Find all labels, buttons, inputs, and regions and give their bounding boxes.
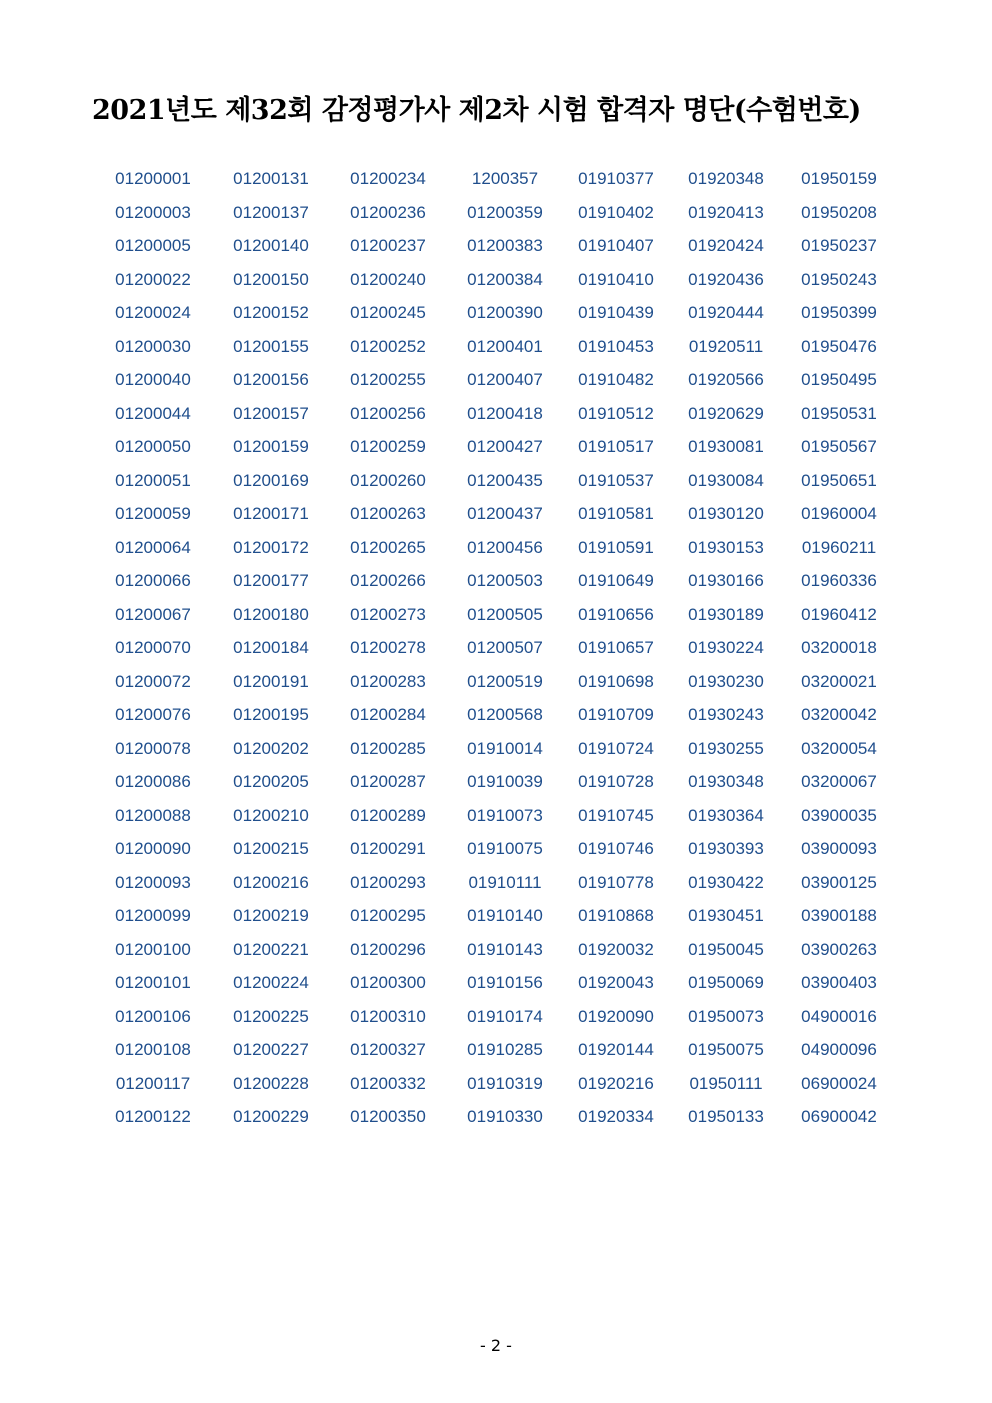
candidate-number: 01960412 (801, 604, 877, 624)
candidate-number: 01910698 (578, 671, 654, 691)
candidate-number: 01910868 (578, 906, 654, 925)
candidate-number: 01200030 (115, 336, 191, 356)
candidate-number: 01200310 (350, 1006, 426, 1026)
candidate-number: 01950243 (801, 269, 877, 289)
candidate-number: 01200216 (233, 872, 309, 892)
candidate-number: 03900263 (801, 939, 877, 959)
table-row (0, 430, 992, 464)
table-row (0, 363, 992, 397)
candidate-number: 01910657 (578, 638, 654, 657)
candidate-number: 01950567 (801, 437, 877, 456)
candidate-number: 01960336 (801, 571, 877, 590)
candidate-number: 01910156 (467, 973, 543, 992)
candidate-number: 01930393 (688, 839, 764, 858)
candidate-number: 03200018 (801, 638, 877, 657)
candidate-number: 01910402 (578, 202, 654, 222)
table-row (0, 966, 992, 1000)
candidate-number: 01200568 (467, 705, 543, 724)
candidate-number: 04900096 (801, 1040, 877, 1059)
candidate-number: 01930230 (688, 671, 764, 691)
candidate-number: 01200152 (233, 303, 309, 322)
candidate-number: 01910724 (578, 738, 654, 758)
candidate-number: 01950208 (801, 202, 877, 222)
candidate-number: 01920424 (688, 236, 764, 255)
candidate-number: 01910656 (578, 604, 654, 624)
candidate-number: 01200287 (350, 772, 426, 791)
candidate-number: 01200177 (233, 571, 309, 590)
table-row (0, 1100, 992, 1134)
candidate-number: 01200224 (233, 973, 309, 992)
candidate-number: 01200205 (233, 772, 309, 791)
candidate-number: 01200284 (350, 705, 426, 724)
candidate-number: 01200210 (233, 805, 309, 825)
candidate-number: 01200099 (115, 906, 191, 925)
candidate-number: 01200157 (233, 403, 309, 423)
candidate-number: 01200051 (115, 470, 191, 490)
table-row (0, 564, 992, 598)
candidate-number: 01910512 (578, 403, 654, 423)
candidate-number: 01930084 (688, 470, 764, 490)
candidate-number: 01910453 (578, 336, 654, 356)
candidate-number: 06900042 (801, 1107, 877, 1126)
candidate-number: 01920043 (578, 973, 654, 992)
candidate-number: 03200021 (801, 671, 877, 691)
candidate-number: 01200001 (115, 169, 191, 188)
candidate-number: 01200390 (467, 303, 543, 322)
candidate-number: 01910517 (578, 437, 654, 456)
candidate-number: 01910143 (467, 939, 543, 959)
candidate-number: 01910649 (578, 571, 654, 590)
candidate-number: 01200101 (115, 973, 191, 992)
candidate-number: 01910407 (578, 236, 654, 255)
candidate-number: 01200263 (350, 504, 426, 523)
candidate-number: 01200273 (350, 604, 426, 624)
candidate-number: 01930189 (688, 604, 764, 624)
candidate-number: 01200072 (115, 671, 191, 691)
candidate-number: 01920413 (688, 202, 764, 222)
candidate-number: 01200285 (350, 738, 426, 758)
candidate-number: 01920144 (578, 1040, 654, 1059)
candidate-number: 01910778 (578, 872, 654, 892)
candidate-number: 01200229 (233, 1107, 309, 1126)
candidate-number: 01920334 (578, 1107, 654, 1126)
candidate-number: 01950159 (801, 169, 877, 188)
table-row (0, 397, 992, 431)
candidate-number: 01200066 (115, 571, 191, 590)
candidate-number: 01910140 (467, 906, 543, 925)
candidate-number: 01950133 (688, 1107, 764, 1126)
candidate-number: 01200384 (467, 269, 543, 289)
table-row (0, 765, 992, 799)
candidate-number: 01200219 (233, 906, 309, 925)
candidate-number: 01200159 (233, 437, 309, 456)
candidate-number: 01930364 (688, 805, 764, 825)
candidate-number: 01200252 (350, 336, 426, 356)
candidate-number: 03900035 (801, 805, 877, 825)
table-row (0, 162, 992, 196)
candidate-number: 03200067 (801, 772, 877, 791)
candidate-number: 01910591 (578, 537, 654, 557)
candidate-number: 01950073 (688, 1006, 764, 1026)
candidate-number: 01950399 (801, 303, 877, 322)
candidate-number: 01200427 (467, 437, 543, 456)
candidate-number: 01920348 (688, 169, 764, 188)
candidate-number: 01200117 (115, 1073, 191, 1093)
candidate-number: 03200054 (801, 738, 877, 758)
candidate-number: 01910709 (578, 705, 654, 724)
candidate-number: 01930153 (688, 537, 764, 557)
candidate-number: 01910111 (468, 872, 542, 892)
candidate-number: 01200086 (115, 772, 191, 791)
candidate-number: 01200519 (467, 671, 543, 691)
candidate-number: 01200150 (233, 269, 309, 289)
candidate-number: 01200108 (115, 1040, 191, 1059)
candidate-number: 01200155 (233, 336, 309, 356)
candidate-number: 01200240 (350, 269, 426, 289)
candidate-number: 01200291 (350, 839, 426, 858)
candidate-number: 01910482 (578, 370, 654, 389)
candidate-number: 01200237 (350, 236, 426, 255)
candidate-number: 01200093 (115, 872, 191, 892)
candidate-number: 01910319 (467, 1073, 543, 1093)
candidate-number: 01920216 (578, 1073, 654, 1093)
candidate-number: 1200357 (471, 169, 539, 188)
candidate-number: 03900188 (801, 906, 877, 925)
candidate-number: 01950495 (801, 370, 877, 389)
candidate-number: 01200383 (467, 236, 543, 255)
candidate-number: 01200295 (350, 906, 426, 925)
candidate-number: 03900093 (801, 839, 877, 858)
candidate-number: 03200042 (801, 705, 877, 724)
candidate-number: 01200289 (350, 805, 426, 825)
table-row (0, 732, 992, 766)
candidate-number: 01910285 (467, 1040, 543, 1059)
table-row (0, 598, 992, 632)
candidate-number: 01200266 (350, 571, 426, 590)
candidate-number: 01950651 (801, 470, 877, 490)
candidate-number: 01200005 (115, 236, 191, 255)
candidate-number: 01930166 (688, 571, 764, 590)
candidate-number: 01910745 (578, 805, 654, 825)
candidate-number: 01200003 (115, 202, 191, 222)
candidate-number-table (0, 162, 992, 1134)
page-title: 2021년도 제32회 감정평가사 제2차 시험 합격자 명단(수험번호) (92, 95, 861, 126)
candidate-number: 01200456 (467, 537, 543, 557)
candidate-number: 01920566 (688, 370, 764, 389)
candidate-number: 01920629 (688, 403, 764, 423)
candidate-number: 01920436 (688, 269, 764, 289)
candidate-number: 01200022 (115, 269, 191, 289)
candidate-number: 01200067 (115, 604, 191, 624)
candidate-number: 01200064 (115, 537, 191, 557)
table-row (0, 1000, 992, 1034)
candidate-number: 01200332 (350, 1073, 426, 1093)
candidate-number: 01950069 (688, 973, 764, 992)
candidate-number: 01910746 (578, 839, 654, 858)
table-row (0, 229, 992, 263)
candidate-number: 01200195 (233, 705, 309, 724)
candidate-number: 01910330 (467, 1107, 543, 1126)
candidate-number: 01960004 (801, 504, 877, 523)
candidate-number: 01920511 (688, 336, 764, 356)
candidate-number: 01200359 (467, 202, 543, 222)
candidate-number: 01200300 (350, 973, 426, 992)
candidate-number: 01200507 (467, 638, 543, 657)
table-row (0, 1033, 992, 1067)
candidate-number: 01930255 (688, 738, 764, 758)
candidate-number: 01200259 (350, 437, 426, 456)
candidate-number: 01200437 (467, 504, 543, 523)
candidate-number: 01200106 (115, 1006, 191, 1026)
candidate-number: 01910014 (467, 738, 543, 758)
candidate-number: 01200076 (115, 705, 191, 724)
candidate-number: 03900125 (801, 872, 877, 892)
table-row (0, 899, 992, 933)
candidate-number: 01200245 (350, 303, 426, 322)
candidate-number: 01200024 (115, 303, 191, 322)
candidate-number: 01920444 (688, 303, 764, 322)
candidate-number: 01910581 (578, 504, 654, 523)
candidate-number: 01200503 (467, 571, 543, 590)
candidate-number: 01200407 (467, 370, 543, 389)
candidate-number: 01200255 (350, 370, 426, 389)
candidate-number: 01200131 (233, 169, 309, 188)
candidate-number: 01930451 (688, 906, 764, 925)
table-row (0, 799, 992, 833)
candidate-number: 01200140 (233, 236, 309, 255)
candidate-number: 01200137 (233, 202, 309, 222)
candidate-number: 06900024 (801, 1073, 877, 1093)
candidate-number: 01200184 (233, 638, 309, 657)
candidate-number: 01200227 (233, 1040, 309, 1059)
candidate-number: 01200296 (350, 939, 426, 959)
candidate-number: 01200278 (350, 638, 426, 657)
candidate-number: 01950075 (688, 1040, 764, 1059)
candidate-number: 01960211 (801, 537, 877, 557)
candidate-number: 01200090 (115, 839, 191, 858)
candidate-number: 01910174 (467, 1006, 543, 1026)
candidate-number: 03900403 (801, 973, 877, 992)
candidate-number: 01200202 (233, 738, 309, 758)
candidate-number: 01910439 (578, 303, 654, 322)
candidate-number: 01200401 (467, 336, 543, 356)
table-row (0, 196, 992, 230)
candidate-number: 01200122 (115, 1107, 191, 1126)
candidate-number: 01950476 (801, 336, 877, 356)
candidate-number: 01200169 (233, 470, 309, 490)
table-row (0, 330, 992, 364)
candidate-number: 01200215 (233, 839, 309, 858)
candidate-number: 01200293 (350, 872, 426, 892)
page-number: - 2 - (480, 1336, 512, 1355)
candidate-number: 01200283 (350, 671, 426, 691)
table-row (0, 263, 992, 297)
candidate-number: 01200059 (115, 504, 191, 523)
candidate-number: 01200191 (233, 671, 309, 691)
candidate-number: 01200156 (233, 370, 309, 389)
candidate-number: 01910075 (467, 839, 543, 858)
table-row (0, 631, 992, 665)
candidate-number: 01200088 (115, 805, 191, 825)
candidate-number: 01200236 (350, 202, 426, 222)
candidate-number: 01950111 (689, 1073, 763, 1093)
candidate-number: 01200228 (233, 1073, 309, 1093)
candidate-number: 01200050 (115, 437, 191, 456)
candidate-number: 01200505 (467, 604, 543, 624)
table-row (0, 866, 992, 900)
table-row (0, 296, 992, 330)
table-row (0, 665, 992, 699)
table-row (0, 832, 992, 866)
candidate-number: 01200100 (115, 939, 191, 959)
candidate-number: 01930243 (688, 705, 764, 724)
candidate-number: 01200171 (233, 504, 309, 523)
candidate-number: 01200172 (233, 537, 309, 557)
candidate-number: 01200260 (350, 470, 426, 490)
candidate-number: 01200070 (115, 638, 191, 657)
candidate-number: 01930348 (688, 772, 764, 791)
candidate-number: 01930422 (688, 872, 764, 892)
candidate-number: 01200350 (350, 1107, 426, 1126)
candidate-number: 01950237 (801, 236, 877, 255)
table-row (0, 698, 992, 732)
table-row (0, 497, 992, 531)
candidate-number: 01200040 (115, 370, 191, 389)
candidate-number: 04900016 (801, 1006, 877, 1026)
candidate-number: 01930081 (688, 437, 764, 456)
candidate-number: 01200078 (115, 738, 191, 758)
candidate-number: 01920090 (578, 1006, 654, 1026)
candidate-number: 01910537 (578, 470, 654, 490)
table-row (0, 1067, 992, 1101)
candidate-number: 01910377 (578, 169, 654, 188)
candidate-number: 01200225 (233, 1006, 309, 1026)
candidate-number: 01950045 (688, 939, 764, 959)
candidate-number: 01930224 (688, 638, 764, 657)
candidate-number: 01910410 (578, 269, 654, 289)
candidate-number: 01200221 (233, 939, 309, 959)
candidate-number: 01910728 (578, 772, 654, 791)
candidate-number: 01200234 (350, 169, 426, 188)
candidate-number: 01200044 (115, 403, 191, 423)
candidate-number: 01200435 (467, 470, 543, 490)
candidate-number: 01910073 (467, 805, 543, 825)
table-row (0, 531, 992, 565)
candidate-number: 01200256 (350, 403, 426, 423)
candidate-number: 01200327 (350, 1040, 426, 1059)
candidate-number: 01910039 (467, 772, 543, 791)
candidate-number: 01920032 (578, 939, 654, 959)
candidate-number: 01200180 (233, 604, 309, 624)
candidate-number: 01200418 (467, 403, 543, 423)
candidate-number: 01200265 (350, 537, 426, 557)
table-row (0, 464, 992, 498)
table-row (0, 933, 992, 967)
candidate-number: 01950531 (801, 403, 877, 423)
candidate-number: 01930120 (688, 504, 764, 523)
